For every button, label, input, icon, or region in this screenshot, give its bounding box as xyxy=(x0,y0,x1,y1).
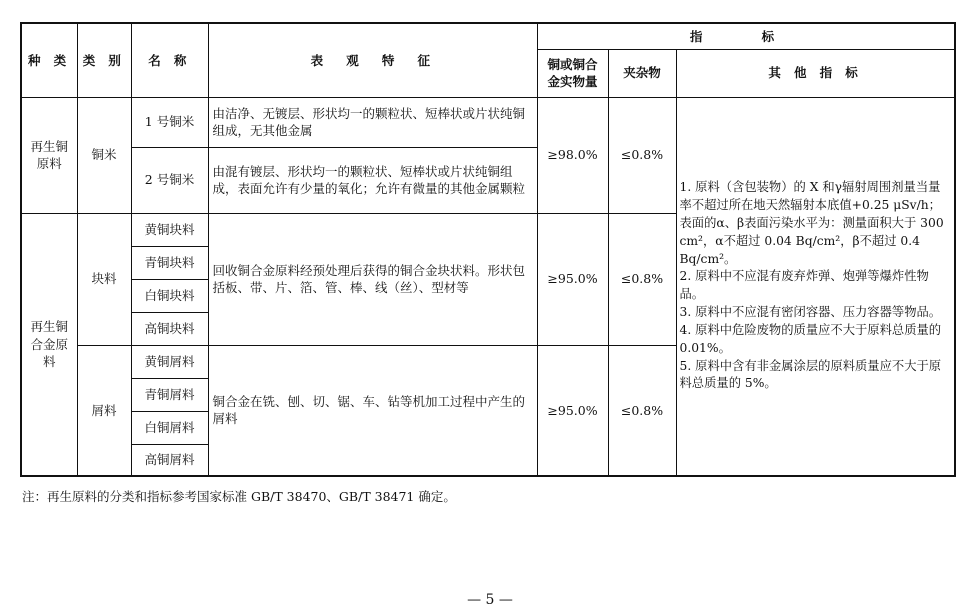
other-indicator-item: 1. 原料（含包装物）的 X 和γ辐射周围剂量当量率不超过所在地天然辐射本底值+0.25 μSv/h；表面的α、β表面污染水平为：测量面积大于 300 cm²，α不超过 0.04 Bq/cm²，β不超过 0.4 Bq/cm²。 xyxy=(679,180,944,266)
appearance-cell: 由混有镀层、形状均一的颗粒状、短棒状或片状纯铜组成，表面允许有少量的氧化；允许有微量的其他金属颗粒 xyxy=(208,147,537,213)
other-indicator-item: 5. 原料中含有非金属涂层的原料质量应不大于原料总质量的 5%。 xyxy=(679,358,942,391)
impurity-cell: ≤0.8% xyxy=(608,97,676,213)
header-category: 类 别 xyxy=(77,23,131,97)
appearance-cell: 回收铜合金原料经预处理后获得的铜合金块状料。形状包括板、带、片、箔、管、棒、线（丝）、型材等 xyxy=(208,213,537,345)
header-kind: 种 类 xyxy=(21,23,77,97)
other-indicators-cell xyxy=(676,97,955,476)
kind-cell: 再生铜原料 xyxy=(21,97,77,213)
kind-cell: 再生铜合金原料 xyxy=(21,213,77,476)
table-note: 注：再生原料的分类和指标参考国家标准 GB/T 38470、GB/T 38471 确定。 xyxy=(22,489,456,504)
metal-content-cell: ≥95.0% xyxy=(537,213,608,345)
appearance-cell: 铜合金在铣、刨、切、锯、车、钻等机加工过程中产生的屑料 xyxy=(208,345,537,476)
category-cell: 块料 xyxy=(77,213,131,345)
metal-content-cell: ≥98.0% xyxy=(537,97,608,213)
header-other-indicators: 其 他 指 标 xyxy=(676,49,955,97)
name-cell: 黄铜块料 xyxy=(131,213,208,246)
name-cell: 白铜屑料 xyxy=(131,411,208,444)
other-indicator-item: 4. 原料中危险废物的质量应不大于原料总质量的 0.01%。 xyxy=(679,322,942,355)
name-cell: 高铜块料 xyxy=(131,312,208,345)
category-cell: 屑料 xyxy=(77,345,131,476)
name-cell: 高铜屑料 xyxy=(131,444,208,476)
name-cell: 青铜块料 xyxy=(131,246,208,279)
impurity-cell: ≤0.8% xyxy=(608,345,676,476)
header-metal-content: 铜或铜合金实物量 xyxy=(537,49,608,97)
header-appearance: 表 观 特 征 xyxy=(208,23,537,97)
appearance-cell: 由洁净、无镀层、形状均一的颗粒状、短棒状或片状纯铜组成，无其他金属 xyxy=(208,97,537,147)
page-number: — 5 — xyxy=(467,592,513,608)
name-cell: 1 号铜米 xyxy=(131,97,208,147)
metal-content-cell: ≥95.0% xyxy=(537,345,608,476)
other-indicator-item: 2. 原料中不应混有废弃炸弹、炮弹等爆炸性物品。 xyxy=(679,269,929,302)
header-indicators: 指 标 xyxy=(537,23,955,49)
header-impurity: 夹杂物 xyxy=(608,49,676,97)
name-cell: 黄铜屑料 xyxy=(131,345,208,378)
impurity-cell: ≤0.8% xyxy=(608,213,676,345)
raw-material-spec-table xyxy=(20,22,956,477)
header-name: 名 称 xyxy=(131,23,208,97)
name-cell: 青铜屑料 xyxy=(131,378,208,411)
name-cell: 2 号铜米 xyxy=(131,147,208,213)
category-cell: 铜米 xyxy=(77,97,131,213)
other-indicator-item: 3. 原料中不应混有密闭容器、压力容器等物品。 xyxy=(679,305,942,320)
name-cell: 白铜块料 xyxy=(131,279,208,312)
